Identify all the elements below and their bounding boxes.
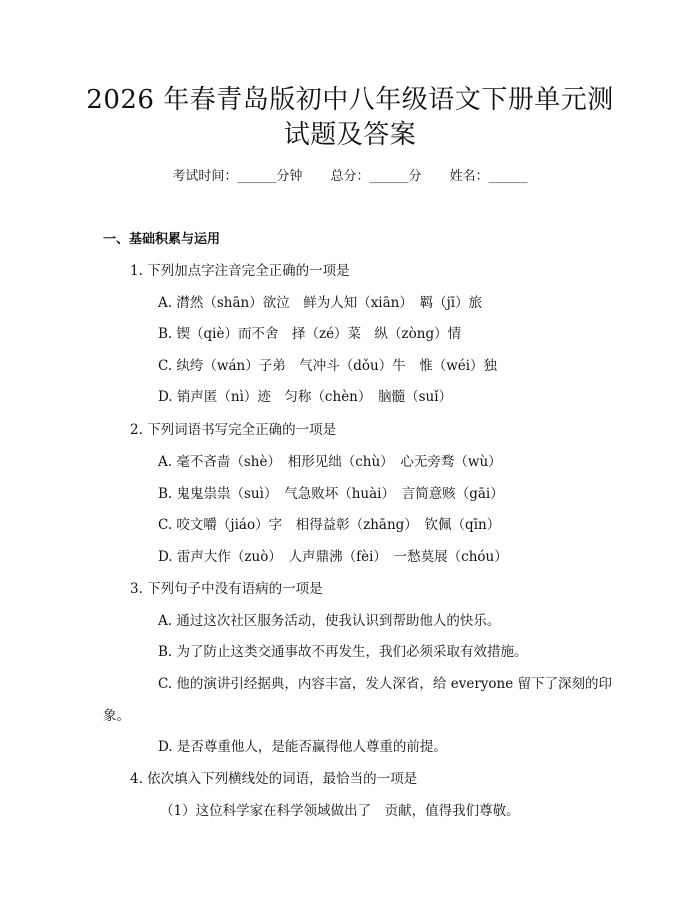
total-score-field: 总分：______分: [330, 169, 422, 184]
question-2-option-b: B. 鬼鬼祟祟（suì） 气急败坏（huài） 言简意赅（gāi）: [158, 486, 504, 502]
question-2-option-a: A. 毫不吝啬（shè） 相形见绌（chù） 心无旁骛（wù）: [158, 454, 502, 470]
name-field: 姓名：______: [449, 169, 528, 184]
question-1-option-b: B. 锲（qiè）而不舍 择（zé）菜 纵（zòng）情: [158, 326, 462, 342]
question-1-stem: 1. 下列加点字注音完全正确的一项是: [130, 263, 350, 279]
question-2-option-d: D. 雷声大作（zuò） 人声鼎沸（fèi） 一愁莫展（chóu）: [158, 549, 508, 565]
question-2-option-c: C. 咬文嚼（jiáo）字 相得益彰（zhāng） 钦佩（qīn）: [158, 517, 501, 533]
question-3-option-d: D. 是否尊重他人，是能否赢得他人尊重的前提。: [158, 739, 447, 755]
question-4-sub-1: （1）这位科学家在科学领域做出了 贡献，值得我们尊敬。: [160, 803, 520, 819]
section-heading: 一、基础积累与运用: [103, 232, 221, 247]
exam-time-field: 考试时间：______分钟: [172, 169, 303, 184]
page-title-line-1: 2026 年春青岛版初中八年级语文下册单元测: [86, 85, 614, 115]
page-title-line-2: 试题及答案: [283, 120, 417, 150]
question-4-stem: 4. 依次填入下列横线处的词语，最恰当的一项是: [130, 771, 418, 787]
question-3-option-b: B. 为了防止这类交通事故不再发生，我们必须采取有效措施。: [158, 644, 528, 660]
exam-meta: [0, 167, 700, 187]
question-3-option-a: A. 通过这次社区服务活动，使我认识到帮助他人的快乐。: [158, 613, 501, 629]
question-1-option-d: D. 销声匿（nì）迹 匀称（chèn） 脑髓（suǐ）: [158, 389, 453, 405]
question-3-option-c: C. 他的演讲引经据典，内容丰富，发人深省，给 everyone 留下了深刻的印象。: [103, 676, 613, 724]
question-1-option-a: A. 潸然（shān）欲泣 鲜为人知（xiān） 羁（jī）旅: [158, 295, 483, 311]
question-3-stem: 3. 下列句子中没有语病的一项是: [130, 581, 323, 597]
question-2-stem: 2. 下列词语书写完全正确的一项是: [130, 422, 337, 438]
question-1-option-c: C. 纨绔（wán）子弟 气冲斗（dǒu）牛 惟（wéi）独: [158, 358, 498, 374]
